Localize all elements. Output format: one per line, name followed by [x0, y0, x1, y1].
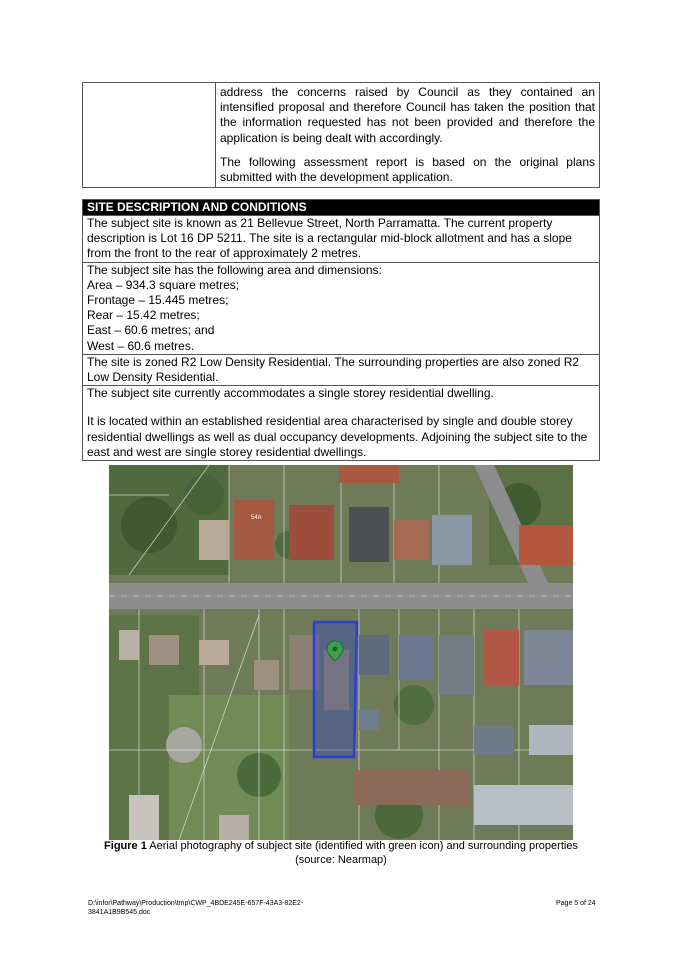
- current-use-text: The subject site currently accommodates a single storey residential dwelling.: [87, 386, 494, 401]
- dimensions-line: Frontage – 15.445 metres;: [87, 293, 229, 308]
- dimensions-line: Rear – 15.42 metres;: [87, 308, 200, 323]
- continuation-paragraph: address the concerns raised by Council as they contained an intensified proposal and therefore Council has taken the position that the information requested has not been provided and therefore the application is being dealt with accordingly.: [220, 85, 595, 145]
- site-location-text: The subject site is known as 21 Bellevue Street, North Parramatta. The current property description is Lot 16 DP 5211. The site is a rectangular mid-block allotment and has a slope from the front to the rear of approximately 2 metres.: [87, 216, 572, 261]
- figure-caption-text: Aerial photography of subject site (identified with green icon) and surrounding properties: [146, 840, 578, 852]
- context-row: [83, 386, 600, 461]
- dimensions-line: West – 60.6 metres.: [87, 338, 195, 353]
- top-table-text-cell: [216, 83, 600, 188]
- dimensions-line: Area – 934.3 square metres;: [87, 277, 240, 292]
- footer-path-line: 3841A1B9B545.doc: [88, 909, 151, 916]
- footer-page-number: Page 5 of 24: [556, 900, 596, 907]
- dimensions-line: East – 60.6 metres; and: [87, 323, 215, 338]
- top-table-empty-cell: [83, 83, 216, 188]
- site-dimensions-row: [83, 262, 600, 354]
- assessment-basis-paragraph: The following assessment report is based on the original plans submitted with the development application.: [220, 154, 595, 185]
- figure-source: (source: Nearmap): [295, 853, 387, 866]
- site-location-row: [83, 216, 600, 263]
- aerial-photograph: [109, 465, 573, 840]
- zoning-row: [83, 354, 600, 385]
- figure-caption: [82, 840, 600, 867]
- zoning-text: The site is zoned R2 Low Density Residential. The surrounding properties are also zoned R2 Low Density Residential.: [87, 354, 580, 385]
- dimensions-line: The subject site has the following area and dimensions:: [87, 262, 382, 277]
- map-label: 54A: [251, 515, 262, 521]
- site-description-table: [82, 199, 600, 461]
- section-heading: SITE DESCRIPTION AND CONDITIONS: [83, 200, 600, 216]
- top-table: [82, 82, 600, 188]
- figure-label: Figure 1: [104, 840, 147, 852]
- footer-path-line: D:\infor\Pathway\Production\tmp\CWP_4BDE245E-657F-43A3-82E2-: [88, 900, 304, 907]
- surroundings-text: It is located within an established residential area characterised by single and double storey residential dwellings as well as dual occupancy developments. Adjoining the subject site to the east and west are single storey residential dwellings.: [87, 414, 588, 459]
- footer-file-path: [88, 899, 328, 917]
